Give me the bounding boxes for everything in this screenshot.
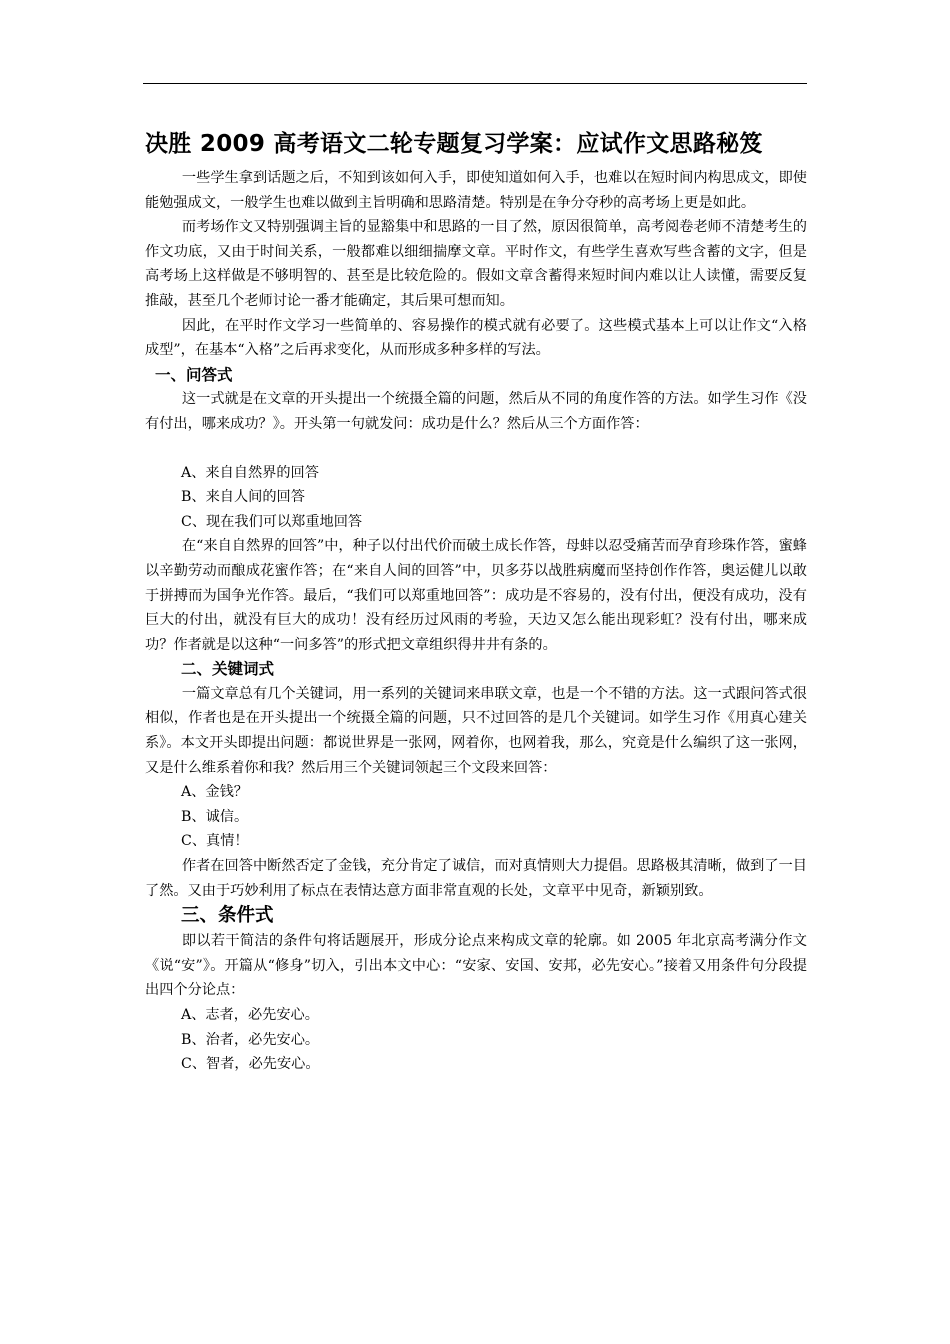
section-heading-qa: 一、问答式 (155, 365, 233, 384)
section-condition-item-a: A、志者，必先安心。 (181, 1007, 319, 1023)
section-keywords-item-b: B、诚信。 (181, 808, 249, 825)
section-qa-item-a: A、来自自然界的回答 (181, 464, 319, 481)
section-heading-condition: 三、条件式 (181, 905, 274, 927)
intro-paragraph-1: 一些学生拿到话题之后，不知到该如何入手，即使知道如何入手，也难以在短时间内构思成文，即使能勉强成文，一般学生也难以做到主旨明确和思路清楚。特别是在争分夺秒的高考场上更是如此。 (145, 170, 807, 211)
document-title: 决胜 2009 高考语文二轮专题复习学案：应试作文思路秘笈 (145, 131, 763, 157)
section-qa-item-c: C、现在我们可以郑重地回答 (181, 513, 363, 530)
section-qa-body: 在“来自自然界的回答”中，种子以付出代价而破土成长作答，母蚌以忍受痛苦而孕育珍珠作答，蜜蜂以辛勤劳动而酿成花蜜作答；在“来自人间的回答”中，贝多芬以战胜病魔而坚持创作作答，奥运健儿以敢于拼搏而为国争光作答。最后，“我们可以郑重地回答”：成功是不容易的，没有付出，便没有成功，没有巨大的付出，就没有巨大的成功！没有经历过风雨的考验，天边又怎么能出现彩虹？没有付出，哪来成功？作者就是以这种“一问多答”的形式把文章组织得井井有条的。 (145, 538, 807, 653)
section-qa-item-b: B、来自人间的回答 (181, 489, 305, 506)
section-condition-lead: 即以若干简洁的条件句将话题展开，形成分论点来构成文章的轮廓。如 2005 年北京高考满分作文《说“安”》。开篇从“修身”切入，引出本文中心：“安家、安国、安邦，必先安心。”接着又用条件句分段提出四个分论点： (145, 933, 807, 999)
section-keywords-body: 作者在回答中断然否定了金钱，充分肯定了诚信，而对真情则大力提倡。思路极其清晰，做到了一目了然。又由于巧妙利用了标点在表情达意方面非常直观的长处，文章平中见奇，新颖别致。 (145, 858, 807, 899)
section-condition-item-b: B、治者，必先安心。 (181, 1031, 320, 1048)
section-keywords-item-a: A、金钱？ (181, 784, 248, 801)
blank-line (145, 437, 807, 461)
section-heading-keywords: 二、关键词式 (181, 660, 275, 679)
intro-paragraph-3: 因此，在平时作文学习一些简单的、容易操作的模式就有必要了。这些模式基本上可以让作文“入格成型”，在基本“入格”之后再求变化，从而形成多种多样的写法。 (145, 317, 807, 359)
header-rule (143, 83, 807, 84)
section-keywords-item-c: C、真情！ (181, 833, 249, 850)
section-keywords-lead: 一篇文章总有几个关键词，用一系列的关键词来串联文章，也是一个不错的方法。这一式跟问答式很相似，作者也是在开头提出一个统摄全篇的问题，只不过回答的是几个关键词。如学生习作《用真心建关系》。本文开头即提出问题：都说世界是一张网，网着你，也网着我，那么，究竟是什么编织了这一张网，又是什么维系着你和我？然后用三个关键词领起三个文段来回答： (145, 685, 807, 776)
section-qa-lead: 这一式就是在文章的开头提出一个统摄全篇的问题，然后从不同的角度作答的方法。如学生习作《没有付出，哪来成功？》。开头第一句就发问：成功是什么？然后从三个方面作答： (145, 391, 807, 432)
document-body (145, 128, 807, 1077)
intro-paragraph-2: 而考场作文又特别强调主旨的显豁集中和思路的一目了然，原因很简单，高考阅卷老师不清楚考生的作文功底，又由于时间关系，一般都难以细细揣摩文章。平时作文，有些学生喜欢写些含蓄的文字，但是高考场上这样做是不够明智的、甚至是比较危险的。假如文章含蓄得来短时间内难以让人读懂，需要反复推敲，甚至几个老师讨论一番才能确定，其后果可想而知。 (145, 219, 807, 309)
section-condition-item-c: C、智者，必先安心。 (181, 1056, 320, 1073)
